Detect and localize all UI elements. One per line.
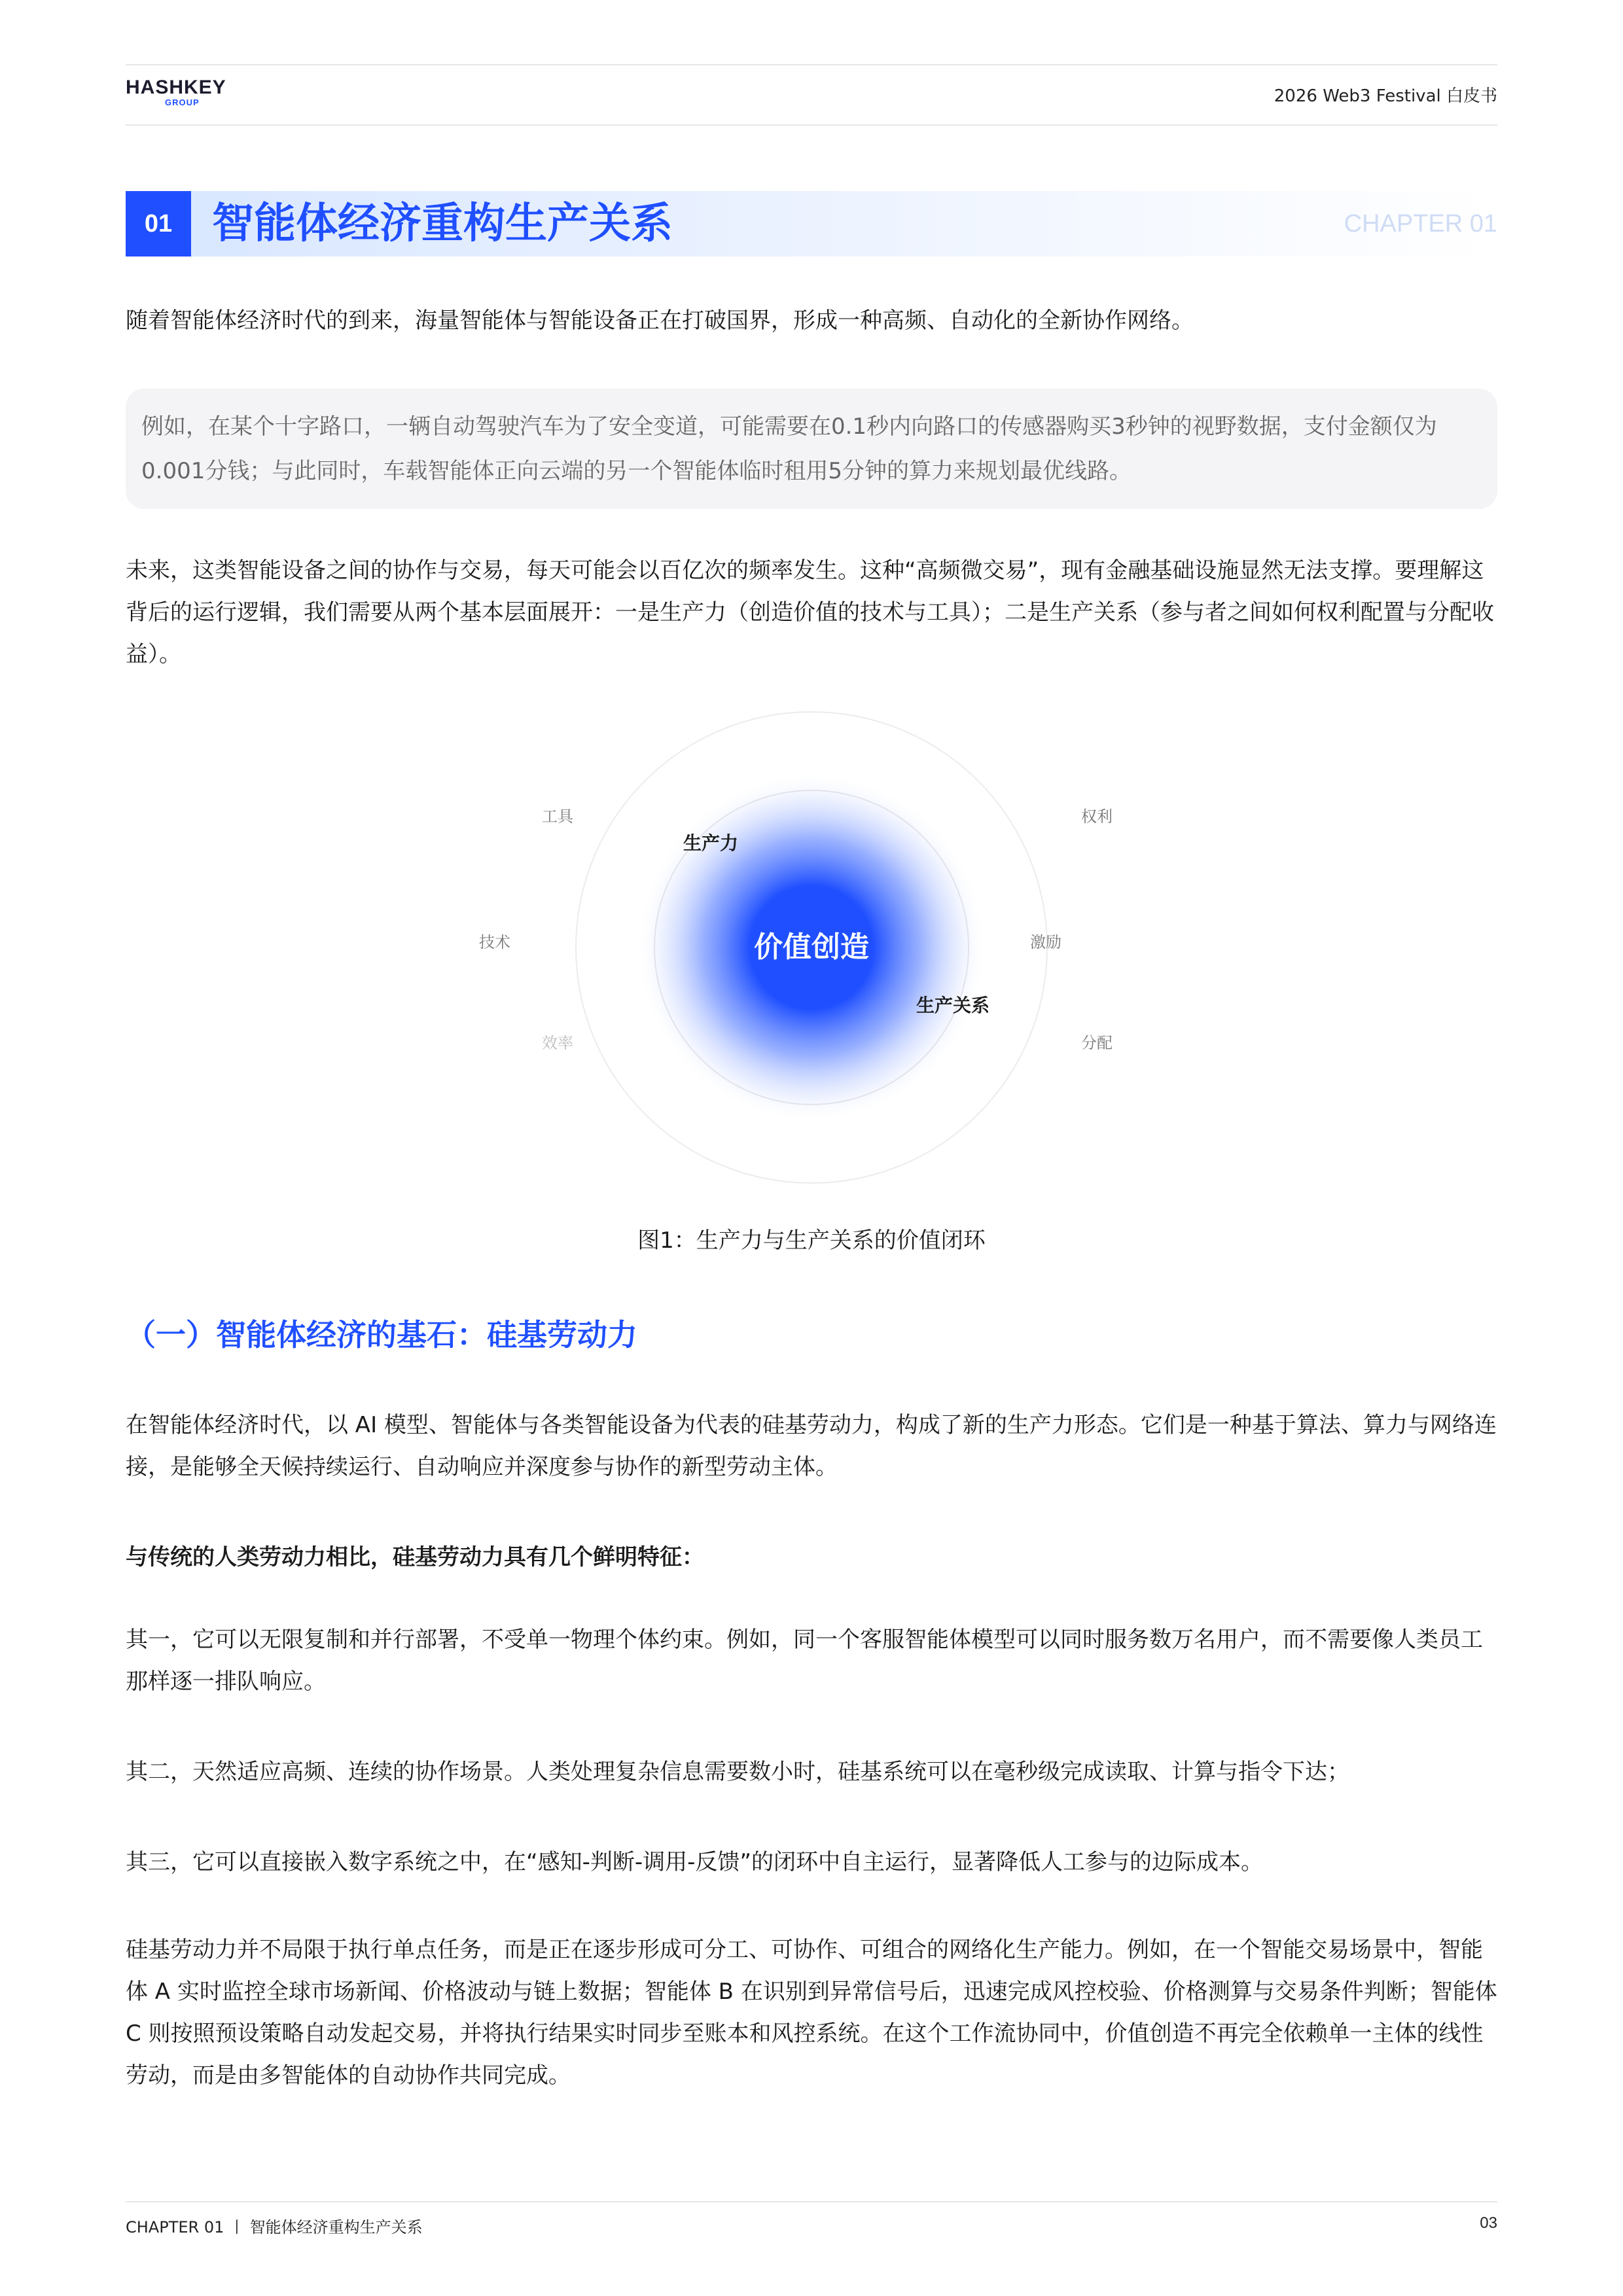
section-heading: （一）智能体经济的基石：硅基劳动力 [126, 1317, 637, 1352]
header-bottom-rule [126, 124, 1497, 126]
label-incentive: 激励 [1030, 933, 1061, 951]
feature-one: 其一，它可以无限复制和并行部署，不受单一物理个体约束。例如，同一个客服智能体模型可以同时服务数万名用户，而不需要像人类员工那样逐一排队响应。 [126, 1627, 1483, 1695]
feature-three: 其三，它可以直接嵌入数字系统之中，在“感知-判断-调用-反馈”的闭环中自主运行，显著降低人工参与的边际成本。 [126, 1849, 1264, 1875]
logo-subtitle: GROUP [165, 97, 200, 107]
label-tools: 工具 [542, 807, 573, 826]
label-efficiency: 效率 [542, 1034, 573, 1052]
diagram-svg [126, 707, 1497, 1204]
page-number: 03 [1480, 2214, 1497, 2232]
footer-chapter-label: CHAPTER 01 丨 智能体经济重构生产关系 [126, 2218, 423, 2236]
chapter-title: 智能体经济重构生产关系 [212, 200, 673, 248]
example-callout [126, 389, 1497, 509]
label-rights: 权利 [1081, 807, 1113, 826]
section-paragraph-networked: 硅基劳动力并不局限于执行单点任务，而是正在逐步形成可分工、可协作、可组合的网络化生产能力。例如，在一个智能交易场景中，智能体 A 实时监控全球市场新闻、价格波动与链上数据；智能体 B 在识别到异常信号后，迅速完成风控校验、价格测算与交易条件判断；智能体 C 则按照预设策略自动发起交易，并将执行结果实时同步至账本和风控系统。在这个工作流协同中，价值创造不再完全依赖单一主体的线性劳动，而是由多智能体的自动协作共同完成。 [126, 1937, 1497, 2089]
section-paragraph-1: 在智能体经济时代，以 AI 模型、智能体与各类智能设备为代表的硅基劳动力，构成了新的生产力形态。它们是一种基于算法、算力与网络连接，是能够全天候持续运行、自动响应并深度参与协作的新型劳动主体。 [126, 1412, 1497, 1480]
label-distribution: 分配 [1081, 1034, 1113, 1052]
section-bold-lead: 与传统的人类劳动力相比，硅基劳动力具有几个鲜明特征： [126, 1544, 704, 1570]
label-productivity: 生产力 [683, 832, 739, 854]
header-top-rule [126, 64, 1497, 65]
footer-rule [126, 2201, 1497, 2202]
future-paragraph: 未来，这类智能设备之间的协作与交易，每天可能会以百亿次的频率发生。这种“高频微交易”，现有金融基础设施显然无法支撑。要理解这背后的运行逻辑，我们需要从两个基本层面展开：一是生产力（创造价值的技术与工具）；二是生产关系（参与者之间如何权利配置与分配收益）。 [126, 557, 1494, 667]
chapter-label-en: CHAPTER 01 [1344, 210, 1497, 238]
label-technology: 技术 [479, 933, 510, 951]
feature-two: 其二，天然适应高频、连续的协作场景。人类处理复杂信息需要数小时，硅基系统可以在毫秒级完成读取、计算与指令下达； [126, 1759, 1349, 1785]
figure-caption: 图1：生产力与生产关系的价值闭环 [637, 1227, 986, 1254]
logo-wordmark: HASHKEY [126, 77, 226, 98]
callout-text: 例如，在某个十字路口，一辆自动驾驶汽车为了安全变道，可能需要在0.1秒内向路口的传感器购买3秒钟的视野数据，支付金额仅为0.001分钱；与此同时，车载智能体正向云端的另一个智能体临时租用5分钟的算力来规划最优线路。 [141, 414, 1437, 484]
chapter-number: 01 [126, 191, 191, 256]
center-label: 价值创造 [754, 930, 869, 964]
value-loop-diagram [126, 707, 1497, 1204]
intro-paragraph: 随着智能体经济时代的到来，海量智能体与智能设备正在打破国界，形成一种高频、自动化的全新协作网络。 [126, 308, 1194, 334]
document-title: 2026 Web3 Festival 白皮书 [1274, 86, 1497, 106]
label-relations: 生产关系 [916, 995, 990, 1016]
chapter-banner [126, 191, 1497, 256]
hashkey-logo [126, 77, 226, 107]
